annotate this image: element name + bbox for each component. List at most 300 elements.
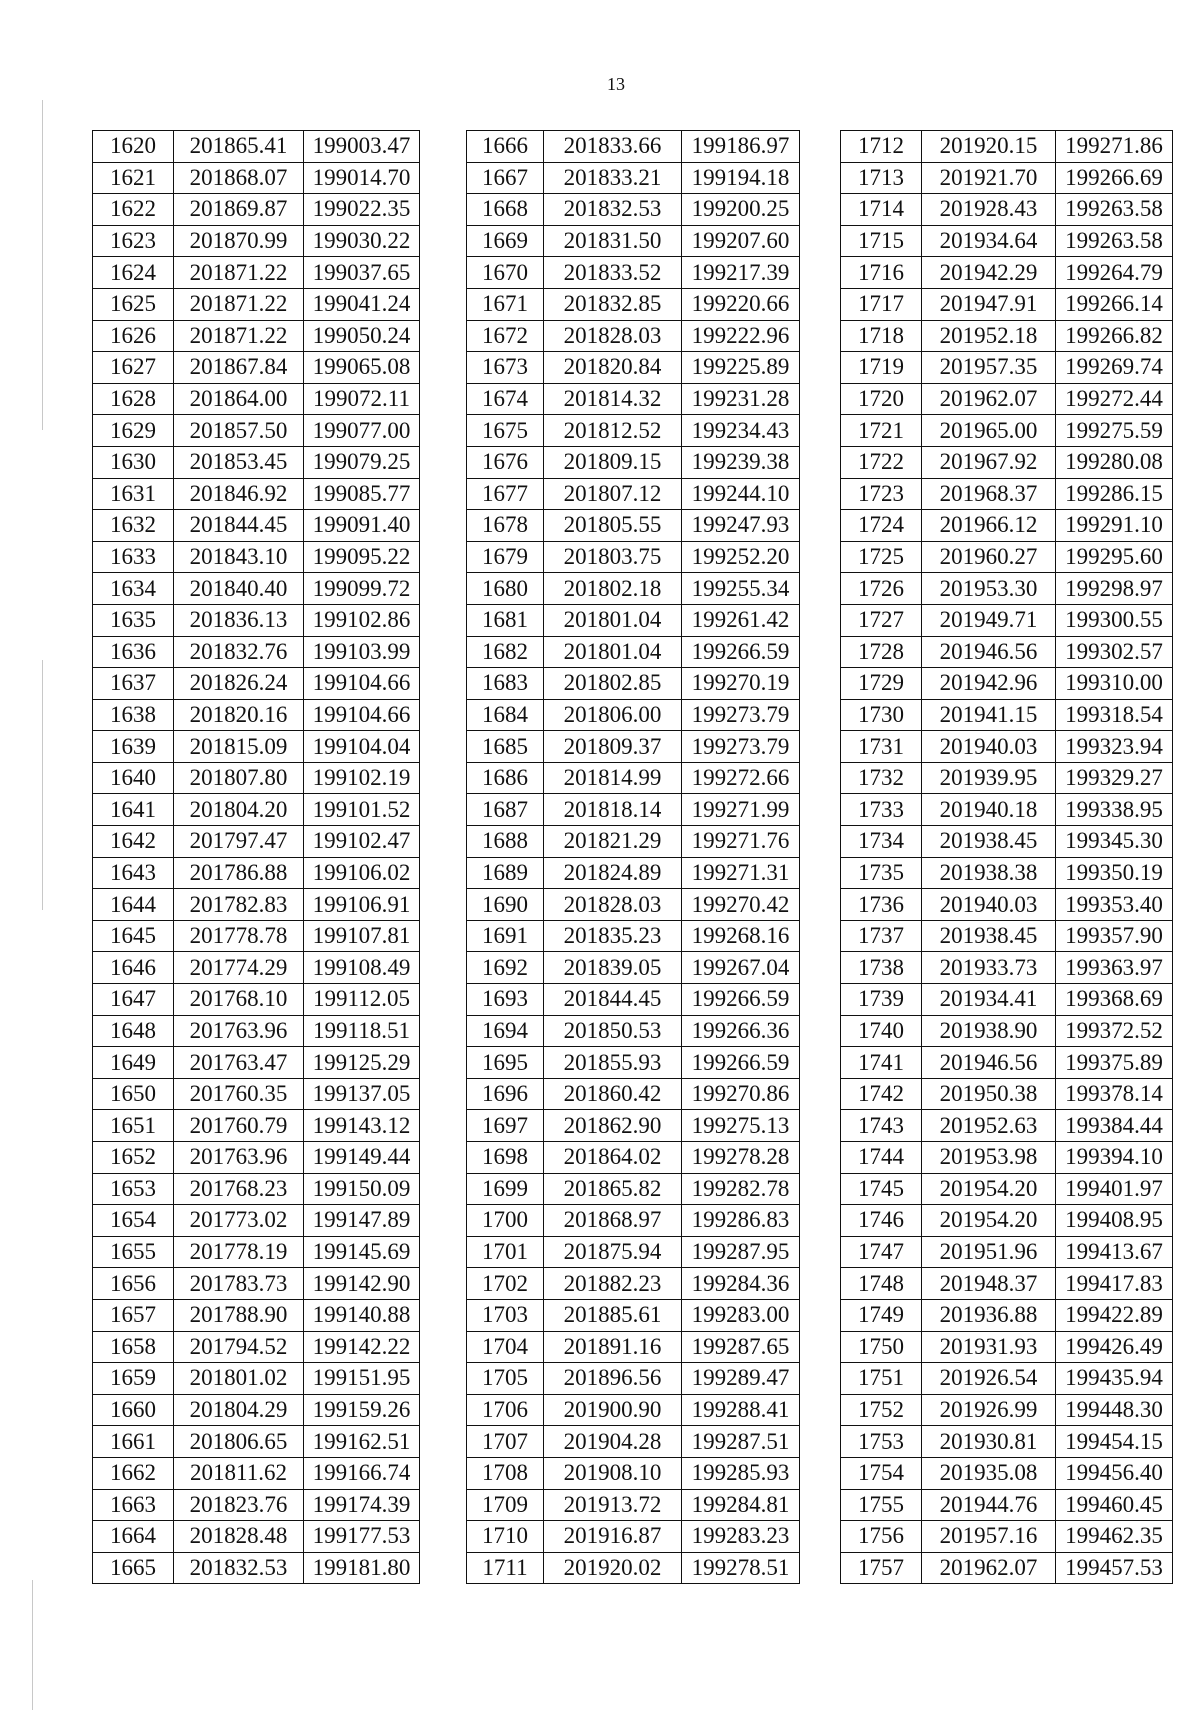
- table-row: [93, 731, 420, 763]
- table-row: [93, 1394, 420, 1426]
- x-coordinate-cell: 201900.90: [544, 1394, 682, 1426]
- table-row: [93, 668, 420, 700]
- x-coordinate-cell: 201949.71: [922, 604, 1056, 636]
- y-coordinate-cell: 199142.90: [304, 1268, 420, 1300]
- x-coordinate-cell: 201953.30: [922, 573, 1056, 605]
- point-number-cell: 1632: [93, 510, 174, 542]
- point-number-cell: 1701: [467, 1236, 544, 1268]
- table-row: [467, 446, 800, 478]
- point-number-cell: 1728: [841, 636, 922, 668]
- x-coordinate-cell: 201871.22: [174, 288, 304, 320]
- point-number-cell: 1649: [93, 1047, 174, 1079]
- y-coordinate-cell: 199401.97: [1056, 1173, 1173, 1205]
- x-coordinate-cell: 201947.91: [922, 288, 1056, 320]
- x-coordinate-cell: 201928.43: [922, 194, 1056, 226]
- point-number-cell: 1739: [841, 984, 922, 1016]
- x-coordinate-cell: 201832.53: [174, 1552, 304, 1584]
- y-coordinate-cell: 199244.10: [682, 478, 800, 510]
- x-coordinate-cell: 201896.56: [544, 1363, 682, 1395]
- y-coordinate-cell: 199247.93: [682, 510, 800, 542]
- table-row: [93, 1047, 420, 1079]
- table-row: [93, 1173, 420, 1205]
- y-coordinate-cell: 199085.77: [304, 478, 420, 510]
- point-number-cell: 1746: [841, 1205, 922, 1237]
- y-coordinate-cell: 199408.95: [1056, 1205, 1173, 1237]
- point-number-cell: 1718: [841, 320, 922, 352]
- y-coordinate-cell: 199350.19: [1056, 857, 1173, 889]
- table-row: [841, 1142, 1173, 1174]
- x-coordinate-cell: 201948.37: [922, 1268, 1056, 1300]
- point-number-cell: 1733: [841, 794, 922, 826]
- y-coordinate-cell: 199050.24: [304, 320, 420, 352]
- y-coordinate-cell: 199077.00: [304, 415, 420, 447]
- y-coordinate-cell: 199284.81: [682, 1489, 800, 1521]
- x-coordinate-cell: 201833.21: [544, 162, 682, 194]
- y-coordinate-cell: 199112.05: [304, 984, 420, 1016]
- point-number-cell: 1721: [841, 415, 922, 447]
- point-number-cell: 1751: [841, 1363, 922, 1395]
- y-coordinate-cell: 199186.97: [682, 131, 800, 163]
- x-coordinate-cell: 201794.52: [174, 1331, 304, 1363]
- y-coordinate-cell: 199278.51: [682, 1552, 800, 1584]
- point-number-cell: 1625: [93, 288, 174, 320]
- table-row: [841, 1268, 1173, 1300]
- table-row: [841, 446, 1173, 478]
- point-number-cell: 1655: [93, 1236, 174, 1268]
- y-coordinate-cell: 199102.19: [304, 762, 420, 794]
- y-coordinate-cell: 199022.35: [304, 194, 420, 226]
- x-coordinate-cell: 201809.37: [544, 731, 682, 763]
- y-coordinate-cell: 199271.99: [682, 794, 800, 826]
- x-coordinate-cell: 201774.29: [174, 952, 304, 984]
- table-row: [841, 162, 1173, 194]
- table-row: [93, 1205, 420, 1237]
- x-coordinate-cell: 201930.81: [922, 1426, 1056, 1458]
- x-coordinate-cell: 201865.82: [544, 1173, 682, 1205]
- point-number-cell: 1743: [841, 1110, 922, 1142]
- point-number-cell: 1631: [93, 478, 174, 510]
- table-row: [467, 920, 800, 952]
- x-coordinate-cell: 201820.16: [174, 699, 304, 731]
- table-row: [841, 1331, 1173, 1363]
- table-row: [841, 1110, 1173, 1142]
- x-coordinate-cell: 201812.52: [544, 415, 682, 447]
- x-coordinate-cell: 201938.45: [922, 920, 1056, 952]
- y-coordinate-cell: 199375.89: [1056, 1047, 1173, 1079]
- y-coordinate-cell: 199266.69: [1056, 162, 1173, 194]
- y-coordinate-cell: 199222.96: [682, 320, 800, 352]
- point-number-cell: 1640: [93, 762, 174, 794]
- x-coordinate-cell: 201782.83: [174, 889, 304, 921]
- point-number-cell: 1681: [467, 604, 544, 636]
- point-number-cell: 1702: [467, 1268, 544, 1300]
- y-coordinate-cell: 199280.08: [1056, 446, 1173, 478]
- x-coordinate-cell: 201832.53: [544, 194, 682, 226]
- x-coordinate-cell: 201806.65: [174, 1426, 304, 1458]
- x-coordinate-cell: 201806.00: [544, 699, 682, 731]
- point-number-cell: 1737: [841, 920, 922, 952]
- point-number-cell: 1667: [467, 162, 544, 194]
- point-number-cell: 1661: [93, 1426, 174, 1458]
- x-coordinate-cell: 201844.45: [544, 984, 682, 1016]
- x-coordinate-cell: 201783.73: [174, 1268, 304, 1300]
- table-row: [841, 1236, 1173, 1268]
- table-row: [467, 668, 800, 700]
- table-row: [841, 1205, 1173, 1237]
- x-coordinate-cell: 201938.45: [922, 826, 1056, 858]
- x-coordinate-cell: 201801.04: [544, 636, 682, 668]
- y-coordinate-cell: 199363.97: [1056, 952, 1173, 984]
- y-coordinate-cell: 199266.59: [682, 636, 800, 668]
- y-coordinate-cell: 199072.11: [304, 383, 420, 415]
- y-coordinate-cell: 199291.10: [1056, 510, 1173, 542]
- scan-edge-mark: [42, 100, 43, 430]
- scan-edge-mark: [42, 660, 43, 910]
- y-coordinate-cell: 199104.66: [304, 699, 420, 731]
- x-coordinate-cell: 201804.20: [174, 794, 304, 826]
- y-coordinate-cell: 199263.58: [1056, 194, 1173, 226]
- table-row: [467, 984, 800, 1016]
- table-row: [467, 194, 800, 226]
- table-row: [467, 794, 800, 826]
- x-coordinate-cell: 201950.38: [922, 1078, 1056, 1110]
- table-row: [467, 889, 800, 921]
- table-row: [467, 1331, 800, 1363]
- y-coordinate-cell: 199101.52: [304, 794, 420, 826]
- y-coordinate-cell: 199286.15: [1056, 478, 1173, 510]
- x-coordinate-cell: 201954.20: [922, 1205, 1056, 1237]
- y-coordinate-cell: 199225.89: [682, 352, 800, 384]
- x-coordinate-cell: 201801.04: [544, 604, 682, 636]
- x-coordinate-cell: 201941.15: [922, 699, 1056, 731]
- y-coordinate-cell: 199287.95: [682, 1236, 800, 1268]
- y-coordinate-cell: 199079.25: [304, 446, 420, 478]
- y-coordinate-cell: 199263.58: [1056, 225, 1173, 257]
- table-row: [93, 383, 420, 415]
- x-coordinate-cell: 201804.29: [174, 1394, 304, 1426]
- coordinate-table-1: [92, 130, 420, 1584]
- table-row: [93, 1142, 420, 1174]
- y-coordinate-cell: 199286.83: [682, 1205, 800, 1237]
- point-number-cell: 1629: [93, 415, 174, 447]
- x-coordinate-cell: 201957.16: [922, 1521, 1056, 1553]
- table-row: [467, 1299, 800, 1331]
- point-number-cell: 1740: [841, 1015, 922, 1047]
- table-row: [841, 288, 1173, 320]
- y-coordinate-cell: 199261.42: [682, 604, 800, 636]
- point-number-cell: 1742: [841, 1078, 922, 1110]
- point-number-cell: 1665: [93, 1552, 174, 1584]
- point-number-cell: 1753: [841, 1426, 922, 1458]
- y-coordinate-cell: 199255.34: [682, 573, 800, 605]
- point-number-cell: 1745: [841, 1173, 922, 1205]
- table-row: [467, 1552, 800, 1584]
- x-coordinate-cell: 201768.23: [174, 1173, 304, 1205]
- x-coordinate-cell: 201939.95: [922, 762, 1056, 794]
- point-number-cell: 1738: [841, 952, 922, 984]
- table-row: [467, 1268, 800, 1300]
- x-coordinate-cell: 201833.52: [544, 257, 682, 289]
- y-coordinate-cell: 199275.13: [682, 1110, 800, 1142]
- x-coordinate-cell: 201862.90: [544, 1110, 682, 1142]
- y-coordinate-cell: 199378.14: [1056, 1078, 1173, 1110]
- y-coordinate-cell: 199285.93: [682, 1457, 800, 1489]
- table-row: [841, 731, 1173, 763]
- x-coordinate-cell: 201815.09: [174, 731, 304, 763]
- table-row: [841, 1078, 1173, 1110]
- x-coordinate-cell: 201871.22: [174, 257, 304, 289]
- y-coordinate-cell: 199065.08: [304, 352, 420, 384]
- y-coordinate-cell: 199174.39: [304, 1489, 420, 1521]
- x-coordinate-cell: 201805.55: [544, 510, 682, 542]
- y-coordinate-cell: 199345.30: [1056, 826, 1173, 858]
- table-row: [93, 446, 420, 478]
- x-coordinate-cell: 201867.84: [174, 352, 304, 384]
- y-coordinate-cell: 199283.00: [682, 1299, 800, 1331]
- y-coordinate-cell: 199217.39: [682, 257, 800, 289]
- x-coordinate-cell: 201826.24: [174, 668, 304, 700]
- point-number-cell: 1669: [467, 225, 544, 257]
- point-number-cell: 1627: [93, 352, 174, 384]
- table-row: [841, 510, 1173, 542]
- point-number-cell: 1711: [467, 1552, 544, 1584]
- x-coordinate-cell: 201934.41: [922, 984, 1056, 1016]
- y-coordinate-cell: 199095.22: [304, 541, 420, 573]
- y-coordinate-cell: 199271.86: [1056, 131, 1173, 163]
- table-row: [93, 1426, 420, 1458]
- table-row: [841, 257, 1173, 289]
- y-coordinate-cell: 199150.09: [304, 1173, 420, 1205]
- table-row: [841, 1363, 1173, 1395]
- y-coordinate-cell: 199268.16: [682, 920, 800, 952]
- table-row: [841, 225, 1173, 257]
- y-coordinate-cell: 199030.22: [304, 225, 420, 257]
- x-coordinate-cell: 201891.16: [544, 1331, 682, 1363]
- point-number-cell: 1687: [467, 794, 544, 826]
- y-coordinate-cell: 199417.83: [1056, 1268, 1173, 1300]
- point-number-cell: 1699: [467, 1173, 544, 1205]
- y-coordinate-cell: 199310.00: [1056, 668, 1173, 700]
- x-coordinate-cell: 201831.50: [544, 225, 682, 257]
- x-coordinate-cell: 201803.75: [544, 541, 682, 573]
- point-number-cell: 1707: [467, 1426, 544, 1458]
- point-number-cell: 1697: [467, 1110, 544, 1142]
- point-number-cell: 1659: [93, 1363, 174, 1395]
- point-number-cell: 1717: [841, 288, 922, 320]
- y-coordinate-cell: 199454.15: [1056, 1426, 1173, 1458]
- point-number-cell: 1754: [841, 1457, 922, 1489]
- y-coordinate-cell: 199037.65: [304, 257, 420, 289]
- point-number-cell: 1678: [467, 510, 544, 542]
- x-coordinate-cell: 201944.76: [922, 1489, 1056, 1521]
- y-coordinate-cell: 199234.43: [682, 415, 800, 447]
- point-number-cell: 1724: [841, 510, 922, 542]
- y-coordinate-cell: 199091.40: [304, 510, 420, 542]
- point-number-cell: 1657: [93, 1299, 174, 1331]
- x-coordinate-cell: 201824.89: [544, 857, 682, 889]
- y-coordinate-cell: 199284.36: [682, 1268, 800, 1300]
- point-number-cell: 1732: [841, 762, 922, 794]
- coordinate-table-3: [840, 130, 1173, 1584]
- point-number-cell: 1696: [467, 1078, 544, 1110]
- y-coordinate-cell: 199283.23: [682, 1521, 800, 1553]
- x-coordinate-cell: 201957.35: [922, 352, 1056, 384]
- x-coordinate-cell: 201962.07: [922, 1552, 1056, 1584]
- y-coordinate-cell: 199159.26: [304, 1394, 420, 1426]
- point-number-cell: 1638: [93, 699, 174, 731]
- table-row: [93, 889, 420, 921]
- point-number-cell: 1720: [841, 383, 922, 415]
- table-row: [93, 510, 420, 542]
- y-coordinate-cell: 199194.18: [682, 162, 800, 194]
- x-coordinate-cell: 201920.02: [544, 1552, 682, 1584]
- point-number-cell: 1736: [841, 889, 922, 921]
- point-number-cell: 1674: [467, 383, 544, 415]
- x-coordinate-cell: 201855.93: [544, 1047, 682, 1079]
- x-coordinate-cell: 201865.41: [174, 131, 304, 163]
- y-coordinate-cell: 199177.53: [304, 1521, 420, 1553]
- y-coordinate-cell: 199266.36: [682, 1015, 800, 1047]
- table-row: [93, 257, 420, 289]
- y-coordinate-cell: 199460.45: [1056, 1489, 1173, 1521]
- y-coordinate-cell: 199318.54: [1056, 699, 1173, 731]
- table-row: [467, 131, 800, 163]
- table-row: [93, 1268, 420, 1300]
- point-number-cell: 1747: [841, 1236, 922, 1268]
- table-row: [93, 857, 420, 889]
- x-coordinate-cell: 201807.80: [174, 762, 304, 794]
- y-coordinate-cell: 199181.80: [304, 1552, 420, 1584]
- x-coordinate-cell: 201946.56: [922, 636, 1056, 668]
- y-coordinate-cell: 199323.94: [1056, 731, 1173, 763]
- table-row: [93, 1015, 420, 1047]
- x-coordinate-cell: 201875.94: [544, 1236, 682, 1268]
- y-coordinate-cell: 199272.66: [682, 762, 800, 794]
- table-row: [93, 320, 420, 352]
- table-row: [841, 1173, 1173, 1205]
- table-row: [467, 1015, 800, 1047]
- y-coordinate-cell: 199353.40: [1056, 889, 1173, 921]
- table-row: [467, 762, 800, 794]
- x-coordinate-cell: 201797.47: [174, 826, 304, 858]
- y-coordinate-cell: 199270.86: [682, 1078, 800, 1110]
- table-row: [841, 1489, 1173, 1521]
- table-row: [467, 257, 800, 289]
- point-number-cell: 1680: [467, 573, 544, 605]
- y-coordinate-cell: 199456.40: [1056, 1457, 1173, 1489]
- point-number-cell: 1670: [467, 257, 544, 289]
- table-row: [841, 1047, 1173, 1079]
- x-coordinate-cell: 201940.03: [922, 731, 1056, 763]
- y-coordinate-cell: 199448.30: [1056, 1394, 1173, 1426]
- point-number-cell: 1703: [467, 1299, 544, 1331]
- point-number-cell: 1715: [841, 225, 922, 257]
- point-number-cell: 1686: [467, 762, 544, 794]
- x-coordinate-cell: 201954.20: [922, 1173, 1056, 1205]
- x-coordinate-cell: 201953.98: [922, 1142, 1056, 1174]
- table-row: [467, 1521, 800, 1553]
- point-number-cell: 1683: [467, 668, 544, 700]
- table-row: [467, 510, 800, 542]
- x-coordinate-cell: 201868.97: [544, 1205, 682, 1237]
- table-row: [93, 826, 420, 858]
- x-coordinate-cell: 201904.28: [544, 1426, 682, 1458]
- table-row: [93, 1236, 420, 1268]
- y-coordinate-cell: 199142.22: [304, 1331, 420, 1363]
- x-coordinate-cell: 201882.23: [544, 1268, 682, 1300]
- point-number-cell: 1750: [841, 1331, 922, 1363]
- y-coordinate-cell: 199394.10: [1056, 1142, 1173, 1174]
- x-coordinate-cell: 201836.13: [174, 604, 304, 636]
- table-row: [93, 794, 420, 826]
- table-row: [93, 952, 420, 984]
- table-row: [841, 383, 1173, 415]
- y-coordinate-cell: 199426.49: [1056, 1331, 1173, 1363]
- point-number-cell: 1744: [841, 1142, 922, 1174]
- x-coordinate-cell: 201802.18: [544, 573, 682, 605]
- table-row: [841, 1015, 1173, 1047]
- table-row: [467, 952, 800, 984]
- point-number-cell: 1652: [93, 1142, 174, 1174]
- table-row: [467, 1047, 800, 1079]
- point-number-cell: 1656: [93, 1268, 174, 1300]
- table-row: [93, 415, 420, 447]
- point-number-cell: 1679: [467, 541, 544, 573]
- x-coordinate-cell: 201857.50: [174, 415, 304, 447]
- y-coordinate-cell: 199147.89: [304, 1205, 420, 1237]
- point-number-cell: 1756: [841, 1521, 922, 1553]
- table-row: [841, 794, 1173, 826]
- x-coordinate-cell: 201760.79: [174, 1110, 304, 1142]
- y-coordinate-cell: 199271.76: [682, 826, 800, 858]
- point-number-cell: 1693: [467, 984, 544, 1016]
- x-coordinate-cell: 201942.96: [922, 668, 1056, 700]
- y-coordinate-cell: 199298.97: [1056, 573, 1173, 605]
- y-coordinate-cell: 199108.49: [304, 952, 420, 984]
- x-coordinate-cell: 201938.90: [922, 1015, 1056, 1047]
- y-coordinate-cell: 199200.25: [682, 194, 800, 226]
- table-row: [467, 415, 800, 447]
- point-number-cell: 1634: [93, 573, 174, 605]
- point-number-cell: 1641: [93, 794, 174, 826]
- table-row: [93, 478, 420, 510]
- point-number-cell: 1643: [93, 857, 174, 889]
- y-coordinate-cell: 199287.65: [682, 1331, 800, 1363]
- y-coordinate-cell: 199220.66: [682, 288, 800, 320]
- table-row: [841, 1552, 1173, 1584]
- y-coordinate-cell: 199231.28: [682, 383, 800, 415]
- x-coordinate-cell: 201768.10: [174, 984, 304, 1016]
- x-coordinate-cell: 201840.40: [174, 573, 304, 605]
- table-row: [93, 762, 420, 794]
- table-row: [93, 699, 420, 731]
- y-coordinate-cell: 199289.47: [682, 1363, 800, 1395]
- table-row: [467, 162, 800, 194]
- table-row: [841, 1299, 1173, 1331]
- x-coordinate-cell: 201942.29: [922, 257, 1056, 289]
- y-coordinate-cell: 199462.35: [1056, 1521, 1173, 1553]
- x-coordinate-cell: 201860.42: [544, 1078, 682, 1110]
- x-coordinate-cell: 201938.38: [922, 857, 1056, 889]
- table-row: [467, 1142, 800, 1174]
- x-coordinate-cell: 201951.96: [922, 1236, 1056, 1268]
- table-row: [841, 1521, 1173, 1553]
- y-coordinate-cell: 199266.59: [682, 984, 800, 1016]
- point-number-cell: 1673: [467, 352, 544, 384]
- table-row: [467, 1205, 800, 1237]
- x-coordinate-cell: 201962.07: [922, 383, 1056, 415]
- table-row: [841, 478, 1173, 510]
